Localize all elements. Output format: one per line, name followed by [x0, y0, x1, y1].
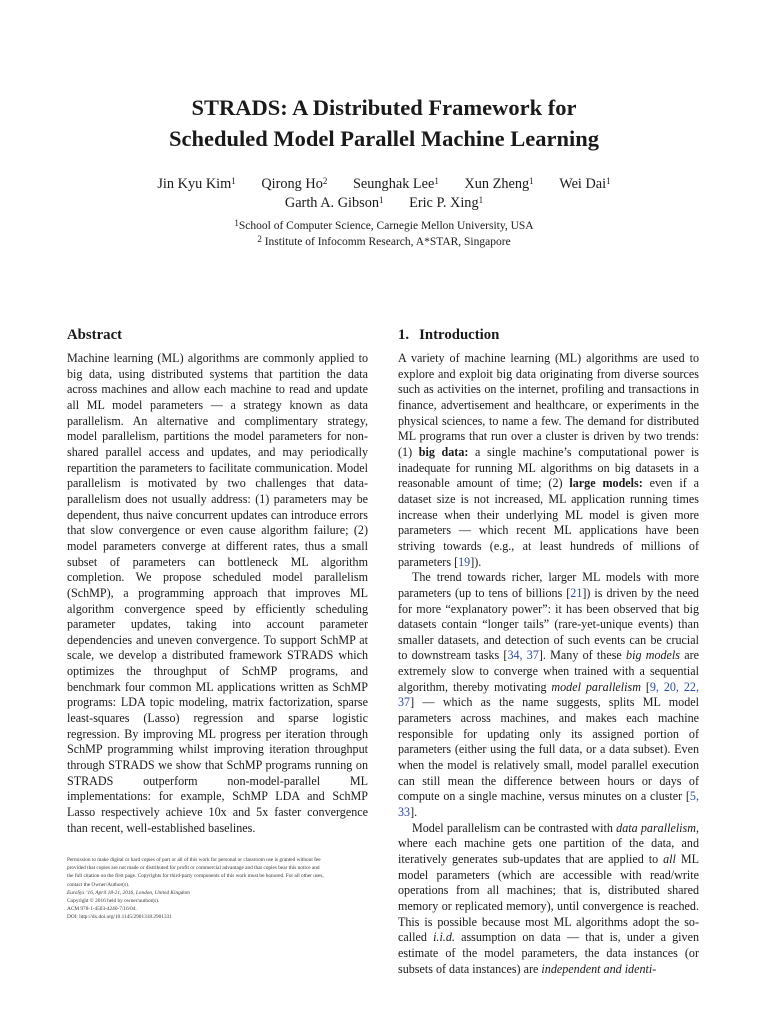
doi-link[interactable]: DOI: http://dx.doi.org/10.1145/2901318.2901331	[67, 914, 172, 921]
author: Seunghak Lee$^1$	[352, 176, 439, 192]
citation-link[interactable]: 34, 37	[507, 648, 539, 663]
introduction-heading	[398, 325, 699, 345]
footnote-line: ACM 978-1-4503-4240-7/16/04.	[67, 906, 137, 913]
footnote-line: EuroSys ’16, April 18-21, 2016, London, United Kingdom	[67, 889, 190, 896]
author: Xun Zheng$^1$	[464, 176, 534, 192]
right-column	[398, 325, 699, 977]
author-row-1	[0, 175, 768, 194]
abstract-body	[67, 351, 368, 836]
section-number: 1.	[398, 327, 410, 343]
author: Garth A. Gibson$^1$	[284, 195, 384, 211]
author: Jin Kyu Kim$^1$	[157, 176, 236, 192]
footnote-line: contact the Owner/Author(s).	[67, 881, 130, 888]
footnote-line: Permission to make digital or hard copies of part or all of this work for personal or classroom use is granted without fee	[67, 857, 321, 863]
introduction-body	[398, 351, 699, 977]
author: Eric P. Xing$^1$	[409, 195, 484, 211]
citation-link[interactable]: 5, 33	[398, 789, 699, 820]
author: Wei Dai$^1$	[559, 176, 611, 192]
abstract-heading: Abstract	[67, 327, 123, 343]
author-row-2	[0, 194, 768, 213]
citation-link[interactable]: 19	[458, 554, 471, 569]
paper-title	[0, 92, 768, 154]
intro-paragraph-2: The trend towards richer, larger ML models with more parameters (up to tens of billions [21]) is driven by the need for more “explanatory power”: it has been observed that big datasets contain “longer tails” (rare-yet-unique events) than smaller datasets, and detection of such events can be crucial to downstream tasks [34, 37]. Many of these big models are extremely slow to converge when trained with a sequential algorithm, thereby motivating model parallelism [9, 20, 22, 37] — which as the name suggests, splits ML model parameters across machines, and makes each machine responsible for updating only its assigned portion of parameters (either using the full data, or a data subset). Even when the model is relatively small, model parallel execution can still mean the difference between hours or days of compute on a single machine, versus minutes on a cluster [5, 33].	[398, 570, 699, 820]
copyright-footnote	[67, 856, 368, 922]
footnote-line: Copyright © 2016 held by owner/author(s).	[67, 898, 160, 905]
title-line-1: STRADS: A Distributed Framework for	[191, 95, 577, 120]
affiliation: $^1$School of Computer Science, Carnegie Mellon University, USA	[234, 218, 534, 232]
author-list	[0, 175, 768, 213]
citation-link[interactable]: 9, 20, 22, 37	[398, 679, 699, 710]
footnote-line: provided that copies are not made or distributed for profit or commercial advantage and that copies bear this notice and	[67, 865, 320, 872]
author: Qirong Ho$^2$	[261, 176, 328, 192]
affiliations	[0, 219, 768, 250]
left-column	[67, 325, 368, 836]
footnote-line: the full citation on the first page. Copyrights for third-party components of this work must be honored. For all other uses,	[67, 873, 324, 880]
citation-link[interactable]: 21	[570, 585, 583, 600]
abstract-text: Machine learning (ML) algorithms are commonly applied to big data, using distributed systems that partition the data across machines and allow each machine to read and update all ML model parameters — a strategy known as data parallelism. An alternative and complimentary strategy, model parallelism, partitions the model parameters for non-shared parallel access and updates, and may periodically repartition the parameters to facilitate communication. Model parallelism is motivated by two challenges that data-parallelism does not usually address: (1) parameters may be dependent, thus naive concurrent updates can introduce errors that slow convergence or even cause algorithm failure; (2) model parameters converge at different rates, thus a small subset of parameters can bottleneck ML algorithm completion. We propose scheduled model parallelism (SchMP), a programming approach that improves ML algorithm convergence speed by efficiently scheduling parameter updates, taking into account parameter dependencies and uneven convergence. To support SchMP at scale, we develop a distributed framework STRADS which optimizes the throughput of SchMP programs, and benchmark four common ML applications written as SchMP programs: LDA topic modeling, matrix factorization, sparse least-squares (Lasso) regression and sparse logistic regression. By improving ML progress per iteration through SchMP programming whilst improving iteration throughput through STRADS we show that SchMP programs running on STRADS outperform non-model-parallel ML implementations: for example, SchMP LDA and SchMP Lasso respectively achieve 10x and 5x faster convergence than recent, well-established baselines.	[67, 351, 368, 835]
affiliation: $^2$ Institute of Infocomm Research, A*STAR, Singapore	[257, 233, 511, 248]
section-title: Introduction	[419, 327, 500, 343]
intro-paragraph-3: Model parallelism can be contrasted with data parallelism, where each machine gets one partition of the data, and iteratively generates sub-updates that are applied to all ML model parameters (which are accessible with read/write operations from all machines; that is, distributed shared memory or replicated memory), until convergence is reached. This is possible because most ML algorithms adopt the so-called i.i.d. assumption on data — that is, under a given estimate of the model parameters, the data instances (or subsets of data instances) are independent and identi-	[398, 820, 700, 976]
intro-paragraph-1: A variety of machine learning (ML) algorithms are used to explore and exploit big data originating from diverse sources such as activities on the internet, profiling and transactions in finance, advertisement and healthcare, or experiments in the physical sciences, to name a few. The demand for distributed ML programs that run over a cluster is driven by two trends: (1) big data: a single machine’s computational power is inadequate for running ML algorithms on big datasets in a reasonable amount of time; (2) large models: even if a dataset size is not increased, ML application running times increase when their underlying ML model is given more parameters — which recent ML applications have been striving towards (e.g., at least hundreds of millions of parameters [19]).	[398, 351, 700, 569]
title-line-2: Scheduled Model Parallel Machine Learning	[169, 126, 599, 151]
